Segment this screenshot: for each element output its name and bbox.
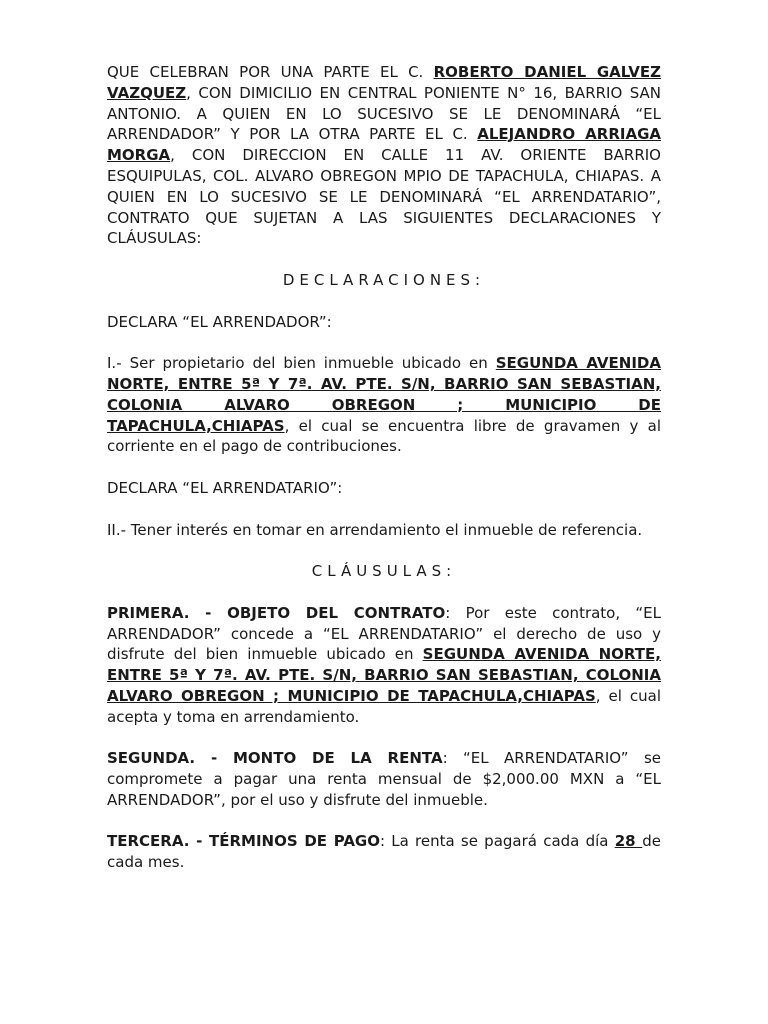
clausula-segunda-text: : “EL ARRENDATARIO” se compromete a pagar una renta mensual de $2,000.00 MXN a “EL ARRENDADOR”, por el uso y disfrute del inmueble. — [107, 749, 661, 809]
clausula-primera-text-1: : Por este contrato, “EL ARRENDADOR” concede a “EL ARRENDATARIO” el derecho de uso y disfrute del bien inmueble ubicado en — [107, 603, 661, 664]
intro-text-2: , CON DIMICILIO EN CENTRAL PONIENTE N° 16, BARRIO SAN ANTONIO. A QUIEN EN LO SUCESIVO SE LE DENOMINARÁ “EL ARRENDADOR” Y POR LA OTRA PARTE EL C. — [107, 83, 661, 144]
clausula-primera — [107, 603, 661, 728]
payment-day: 28 — [614, 832, 643, 851]
property-address: SEGUNDA AVENIDA NORTE, ENTRE 5ª Y 7ª. AV. PTE. S/N, BARRIO SAN SEBASTIAN, COLONIA ALVARO OBREGON ; MUNICIPIO DE TAPACHULA,CHIAPAS — [107, 354, 661, 435]
arrendatario-name: ALEJANDRO ARRIAGA MORGA — [107, 125, 661, 165]
intro-text-3: , CON DIRECCION EN CALLE 11 AV. ORIENTE BARRIO ESQUIPULAS, COL. ALVARO OBREGON MPIO DE TAPACHULA, CHIAPAS. A QUIEN EN LO SUCESIVO SE LE DENOMINARÁ “EL ARRENDATARIO”, CONTRATO QUE SUJETAN A LAS SIGUIENTES DECLARACIONES Y CLÁUSULAS: — [107, 146, 661, 248]
arrendador-name: ROBERTO DANIEL GALVEZ VAZQUEZ — [107, 63, 661, 102]
clausulas-heading: CLÁUSULAS: — [311, 562, 457, 581]
clausula-tercera-title: TERCERA. - TÉRMINOS DE PAGO — [107, 832, 380, 851]
clausula-tercera-text-2: de cada mes. — [107, 832, 661, 872]
declaracion-2: II.- Tener interés en tomar en arrendamiento el inmueble de referencia. — [107, 520, 643, 539]
intro-paragraph — [107, 62, 661, 249]
intro-text-1: QUE CELEBRAN POR UNA PARTE EL C. — [107, 63, 434, 81]
clausula-primera-title: PRIMERA. - OBJETO DEL CONTRATO — [107, 603, 446, 622]
declara-arrendador-label: DECLARA “EL ARRENDADOR”: — [107, 312, 332, 331]
clausula-tercera-text-1: : La renta se pagará cada día — [380, 832, 615, 851]
declaracion-1-suffix: , el cual se encuentra libre de gravamen y al corriente en el pago de contribuciones. — [107, 416, 661, 456]
clausula-tercera — [107, 831, 661, 873]
clausula-segunda — [107, 748, 661, 810]
declaracion-1 — [107, 353, 661, 457]
clausula-segunda-title: SEGUNDA. - MONTO DE LA RENTA — [107, 749, 443, 768]
declaraciones-heading: DECLARACIONES: — [282, 270, 486, 289]
declara-arrendatario-label: DECLARA “EL ARRENDATARIO”: — [107, 478, 343, 497]
contract-body — [107, 62, 661, 873]
declaracion-1-prefix: I.- Ser propietario del bien inmueble ubicado en — [107, 354, 496, 373]
clausula-primera-address: SEGUNDA AVENIDA NORTE, ENTRE 5ª Y 7ª. AV. PTE. S/N, BARRIO SAN SEBASTIAN, COLONIA ALVARO OBREGON ; MUNICIPIO DE TAPACHULA,CHIAPAS — [107, 645, 661, 705]
clausula-primera-text-2: , el cual acepta y toma en arrendamiento. — [107, 686, 661, 726]
